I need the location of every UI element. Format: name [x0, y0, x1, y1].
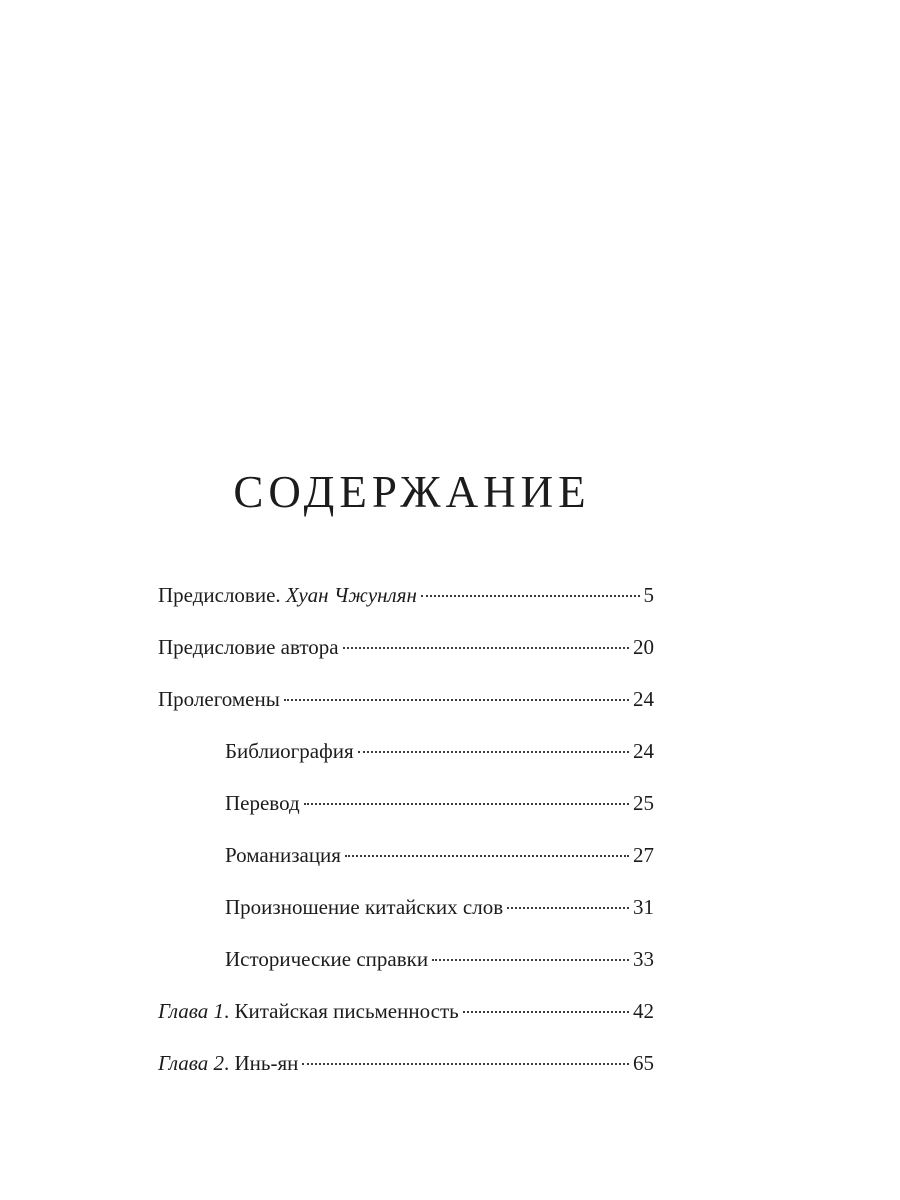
toc-subentry	[158, 833, 654, 885]
toc-page-number: 24	[633, 687, 654, 711]
dot-leader	[421, 595, 640, 597]
page-title: СОДЕРЖАНИЕ	[233, 467, 591, 517]
toc-entry	[158, 1041, 654, 1093]
dot-leader	[507, 907, 629, 909]
toc-page-number: 27	[633, 843, 654, 867]
toc-entry-title: Произношение китайских слов	[225, 895, 504, 919]
toc-entry-title: Библиография	[225, 739, 354, 763]
toc-subentry	[158, 781, 654, 833]
dot-leader	[463, 1011, 629, 1013]
toc-subentry	[158, 885, 654, 937]
toc-entry	[158, 625, 654, 677]
toc-subentry	[158, 729, 654, 781]
toc-subentry	[158, 937, 654, 989]
toc-entry-title: Глава 1. Китайская письменность	[158, 999, 459, 1023]
toc-entry	[158, 989, 654, 1041]
toc-entry-title: Перевод	[225, 791, 300, 815]
toc-entry-title: Предисловие. Хуан Чжунлян	[158, 583, 417, 607]
table-of-contents	[158, 573, 654, 1093]
toc-entry-title: Романизация	[225, 843, 341, 867]
toc-entry-title: Глава 2. Инь-ян	[158, 1051, 299, 1075]
toc-page-number: 65	[633, 1051, 654, 1075]
toc-entry	[158, 573, 654, 625]
toc-entry	[158, 677, 654, 729]
dot-leader	[284, 699, 629, 701]
toc-page-number: 24	[633, 739, 654, 763]
dot-leader	[358, 751, 629, 753]
dot-leader	[432, 959, 629, 961]
toc-entry-title: Пролегомены	[158, 687, 280, 711]
toc-page-number: 31	[633, 895, 654, 919]
toc-page-number: 42	[633, 999, 654, 1023]
dot-leader	[304, 803, 629, 805]
toc-page-number: 20	[633, 635, 654, 659]
toc-page-number: 5	[643, 583, 654, 607]
dot-leader	[302, 1063, 629, 1065]
dot-leader	[345, 855, 629, 857]
toc-entry-title: Исторические справки	[225, 947, 429, 971]
toc-entry-title: Предисловие автора	[158, 635, 339, 659]
toc-page-number: 25	[633, 791, 654, 815]
dot-leader	[343, 647, 629, 649]
toc-page-number: 33	[633, 947, 654, 971]
